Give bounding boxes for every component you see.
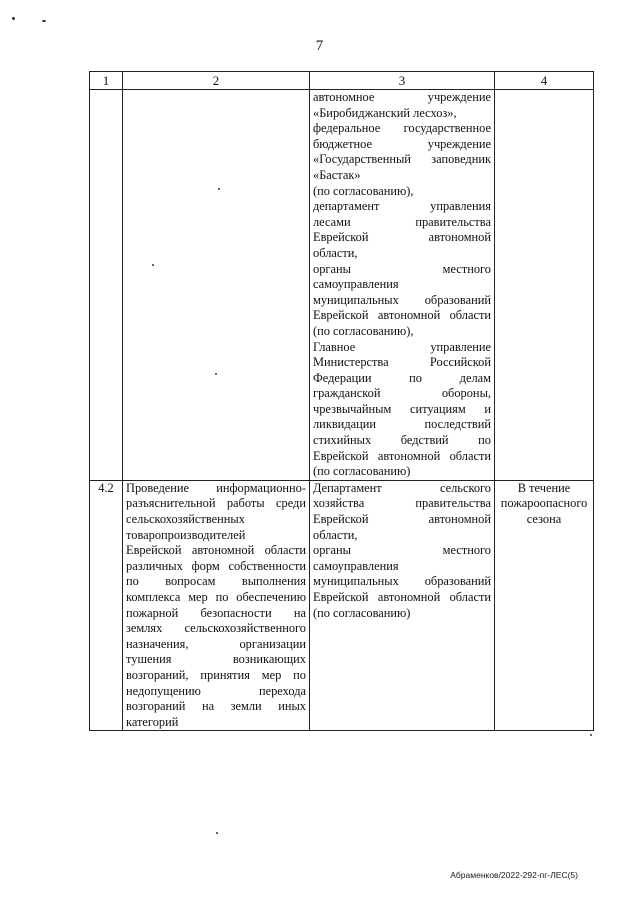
text-line: лесами правительства [313,214,491,229]
scan-speck [215,373,217,375]
text-line: Главное управление [313,339,491,354]
scan-speck [216,832,218,834]
document-code: Абраменков/2022-292-пг-ЛЕС(5) [450,870,578,880]
text-line: «Бастак» [313,167,361,182]
text-line: самоуправления [313,558,399,573]
text-line: (по согласованию), [313,183,414,198]
text-line: чрезвычайным ситуациям и [313,401,491,416]
table-header-row [90,72,594,90]
text-line: возгораний на земли иных [126,699,306,714]
text-line: различных форм собственности [126,558,306,573]
text-line: пожарной безопасности на [126,605,306,620]
text-line: товаропроизводителей [126,527,246,542]
text-line: Еврейской автономной области [313,590,491,604]
cell-term-continued [495,90,594,481]
cell-action-4-2 [123,480,310,731]
text-line: сезона [526,512,562,527]
header-col-2: 2 [123,72,310,90]
text-line: (по согласованию), [313,323,414,338]
cell-action-continued [123,90,310,481]
text-line: области, [313,245,358,260]
cell-term-4-2 [495,480,594,731]
text-line: Министерства Российской [313,355,491,370]
text-line: муниципальных образований [313,292,491,307]
text-line: по вопросам выполнения [126,574,306,589]
scan-speck [12,17,15,20]
text-line: «Биробиджанский лесхоз», [313,105,457,120]
scan-speck [42,20,46,22]
text-line: разъяснительной работы среди [126,496,306,511]
text-line: департамент управления [313,199,491,214]
text-line: бюджетное учреждение [313,136,491,151]
text-line: недопущению перехода [126,683,306,698]
text-line: хозяйства правительства [313,496,491,511]
text-line: тушения возникающих [126,652,306,667]
text-line: Еврейской автономной области [313,448,491,463]
text-line: самоуправления [313,277,399,292]
scan-speck [590,734,592,736]
text-line: «Государственный заповедник [313,152,491,167]
scan-speck [152,264,154,266]
cell-num-continued [90,90,123,481]
text-line: категорий [126,714,179,729]
term-text [498,481,590,528]
text-line: гражданской обороны, [313,386,491,401]
text-line: возгораний, принятия мер по [126,667,306,682]
header-col-3: 3 [310,72,495,90]
text-line: муниципальных образований [313,574,491,589]
text-line: комплекса мер по обеспечению [126,590,306,604]
scan-speck [218,188,220,190]
text-line: Проведение информационно- [126,480,306,495]
header-col-4: 4 [495,72,594,90]
text-line: Еврейской автономной [313,512,491,527]
page-number: 7 [315,38,324,54]
text-line: назначения, организации [126,636,306,651]
text-line: области, [313,527,358,542]
cell-num-4-2: 4.2 [90,480,123,731]
text-line: стихийных бедствий по [313,433,491,448]
text-line: Еврейской автономной области [313,308,491,323]
cell-responsible-continued [310,90,495,481]
text-line: автономное учреждение [313,90,491,104]
text-line: органы местного [313,543,491,558]
text-line: Федерации по делам [313,370,491,385]
action-text [126,481,306,731]
responsible-text [313,90,491,480]
text-line: сельскохозяйственных [126,512,245,527]
text-line: землях сельскохозяйственного [126,621,306,636]
text-line: В течение [517,480,571,495]
header-col-1: 1 [90,72,123,90]
cell-responsible-4-2 [310,480,495,731]
text-line: органы местного [313,261,491,276]
table-row-4-2 [90,480,594,731]
measures-table [89,71,594,731]
text-line: ликвидации последствий [313,417,491,432]
text-line: Еврейской автономной области [126,543,306,558]
table-row-continued [90,90,594,481]
text-line: пожароопасного [500,496,588,511]
text-line: (по согласованию) [313,464,411,479]
text-line: федеральное государственное [313,121,491,136]
text-line: (по согласованию) [313,605,411,620]
text-line: Департамент сельского [313,480,491,495]
responsible-text [313,481,491,621]
text-line: Еврейской автономной [313,230,491,245]
